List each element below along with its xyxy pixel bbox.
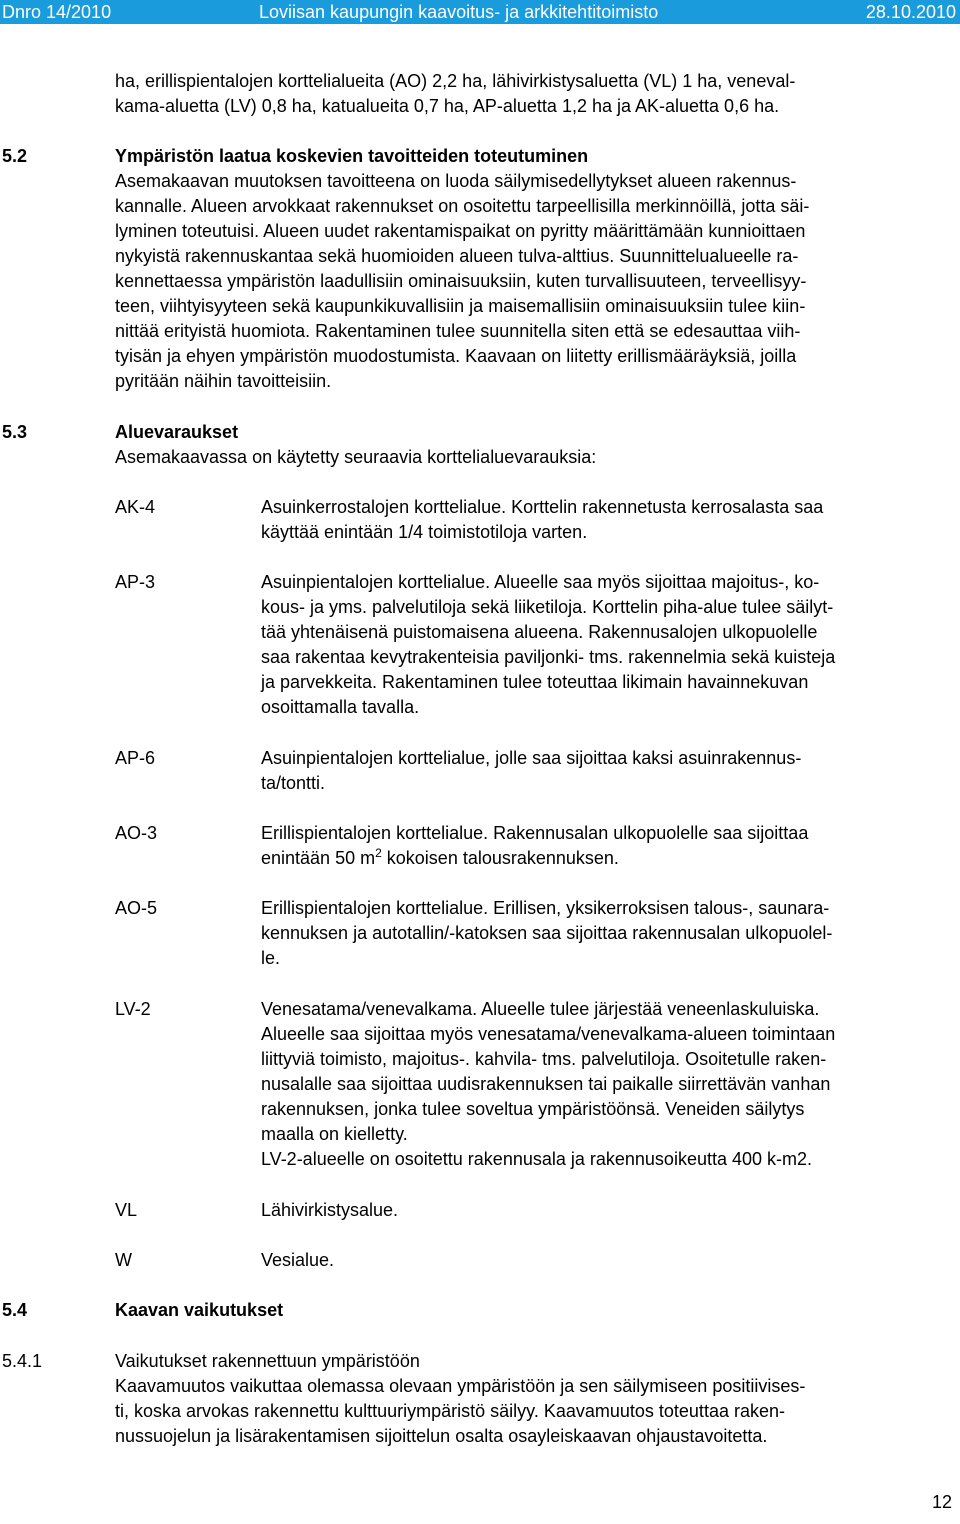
document-date: 28.10.2010 xyxy=(865,2,956,22)
organization-name: Loviisan kaupungin kaavoitus- ja arkkitehtitoimisto xyxy=(259,2,659,22)
zone-code: AO-3 xyxy=(115,823,158,843)
page-number: 12 xyxy=(931,1492,952,1512)
text-line: käyttää enintään 1/4 toimistotiloja varten. xyxy=(261,522,588,542)
text-line: osoittamalla tavalla. xyxy=(261,697,420,717)
text-line: Venesatama/venevalkama. Alueelle tulee järjestää veneenlaskuluiska. xyxy=(261,999,820,1019)
section-number: 5.4 xyxy=(2,1300,28,1320)
text-line: pyritään näihin tavoitteisiin. xyxy=(115,371,332,391)
text-line: Erillispientalojen korttelialue. Erillisen, yksikerroksisen talous-, saunara- xyxy=(261,898,830,918)
zone-code: LV-2 xyxy=(115,999,151,1019)
text-fragment: enintään 50 m xyxy=(261,848,376,868)
text-line: ha, erillispientalojen korttelialueita (AO) 2,2 ha, lähivirkistysaluetta (VL) 1 ha, veneval- xyxy=(115,71,796,91)
page-header xyxy=(0,0,960,24)
section-number: 5.3 xyxy=(2,422,28,442)
zone-code: AO-5 xyxy=(115,898,158,918)
zone-description xyxy=(261,896,832,971)
text-line: ti, koska arvokas rakennettu kulttuuriympäristö säilyy. Kaavamuutos toteuttaa raken- xyxy=(115,1401,785,1421)
intro-paragraph xyxy=(115,69,795,119)
text-line: kama-aluetta (LV) 0,8 ha, katualueita 0,7 ha, AP-aluetta 1,2 ha ja AK-aluetta 0,6 ha. xyxy=(115,96,780,116)
zone-description xyxy=(261,821,808,871)
zone-description xyxy=(261,495,823,545)
text-line xyxy=(261,846,808,871)
text-line: Vesialue. xyxy=(261,1250,335,1270)
section-number: 5.2 xyxy=(2,146,28,166)
text-line: LV-2-alueelle on osoitettu rakennusala ja rakennusoikeutta 400 k-m2. xyxy=(261,1149,813,1169)
section-paragraph xyxy=(115,169,809,394)
zone-code: AK-4 xyxy=(115,497,156,517)
zone-code: AP-3 xyxy=(115,572,156,592)
text-line: Kaavamuutos vaikuttaa olemassa olevaan ympäristöön ja sen säilymiseen positiivises- xyxy=(115,1376,806,1396)
text-line: Alueelle saa sijoittaa myös venesatama/venevalkama-alueen toimintaan xyxy=(261,1024,836,1044)
text-line: kannalle. Alueen arvokkaat rakennukset on osoitettu tarpeellisilla merkinnöillä, jotta säi- xyxy=(115,196,810,216)
subsection-heading: Vaikutukset rakennettuun ympäristöön xyxy=(115,1351,420,1371)
text-line: Asuinpientalojen korttelialue. Alueelle saa myös sijoittaa majoitus-, ko- xyxy=(261,572,820,592)
section-heading: Kaavan vaikutukset xyxy=(115,1300,284,1320)
section-paragraph xyxy=(115,1374,805,1449)
text-line: kennuksen ja autotallin/-katoksen saa sijoittaa rakennusalan ulkopuolel- xyxy=(261,923,833,943)
text-line: rakennuksen, jonka tulee soveltua ympäristöönsä. Veneiden säilytys xyxy=(261,1099,805,1119)
text-line: ja parvekkeita. Rakentaminen tulee toteuttaa likimain havainnekuvan xyxy=(261,672,809,692)
document-number: Dnro 14/2010 xyxy=(2,2,112,22)
text-line: kous- ja yms. palvelutiloja sekä liiketiloja. Korttelin piha-alue tulee säilyt- xyxy=(261,597,834,617)
text-line: tyisän ja ehyen ympäristön muodostumista. Kaavaan on liitetty erillismääräyksiä, joilla xyxy=(115,346,797,366)
zone-description xyxy=(261,1248,334,1273)
text-line: nusalalle saa sijoittaa uudisrakennuksen tai paikalle siirrettävän vanhan xyxy=(261,1074,831,1094)
text-line: saa rakentaa kevytrakenteisia paviljonki- tms. rakennelmia sekä kuisteja xyxy=(261,647,836,667)
zone-description xyxy=(261,1198,398,1223)
text-line: teen, viihtyisyyteen sekä kaupunkikuvallisiin ja maisemallisiin ominaisuuksiin tulee kiin- xyxy=(115,296,806,316)
text-line: le. xyxy=(261,948,281,968)
section-heading: Ympäristön laatua koskevien tavoitteiden toteutuminen xyxy=(115,146,589,166)
text-line: kennettaessa ympäristön laadullisiin ominaisuuksiin, kuten turvallisuuteen, terveellisyy- xyxy=(115,271,807,291)
zone-code: W xyxy=(115,1250,132,1270)
text-line: Asuinpientalojen korttelialue, jolle saa sijoittaa kaksi asuinrakennus- xyxy=(261,748,802,768)
text-line: nussuojelun ja lisärakentamisen sijoittelun osalta osayleiskaavan ohjaustavoitetta. xyxy=(115,1426,768,1446)
superscript: 2 xyxy=(375,846,382,860)
text-line: tää yhtenäisenä puistomaisena alueena. Rakennusalojen ulkopuolelle xyxy=(261,622,818,642)
zone-description xyxy=(261,746,801,796)
zone-description xyxy=(261,997,835,1172)
text-line: Asemakaavan muutoksen tavoitteena on luoda säilymisedellytykset alueen rakennus- xyxy=(115,171,797,191)
text-line: nykyistä rakennuskantaa sekä huomioiden alueen tulva-alttius. Suunnittelualueelle ra- xyxy=(115,246,799,266)
text-line: ta/tontti. xyxy=(261,773,326,793)
text-fragment: kokoisen talousrakennuksen. xyxy=(381,848,619,868)
text-line: maalla on kielletty. xyxy=(261,1124,408,1144)
text-line: nittää erityistä huomiota. Rakentaminen tulee suunnitella siten että se edesauttaa viih- xyxy=(115,321,801,341)
text-line: Erillispientalojen korttelialue. Rakennusalan ulkopuolelle saa sijoittaa xyxy=(261,823,809,843)
zone-code: AP-6 xyxy=(115,748,156,768)
zone-description xyxy=(261,570,835,720)
text-line: Lähivirkistysalue. xyxy=(261,1200,399,1220)
section-intro: Asemakaavassa on käytetty seuraavia korttelialuevarauksia: xyxy=(115,447,597,467)
section-heading: Aluevaraukset xyxy=(115,422,239,442)
text-line: lyminen toteutuisi. Alueen uudet rakentamispaikat on pyritty määrittämään kunnioittaen xyxy=(115,221,806,241)
text-line: Asuinkerrostalojen korttelialue. Korttelin rakennetusta kerrosalasta saa xyxy=(261,497,824,517)
subsection-number: 5.4.1 xyxy=(2,1351,43,1371)
zone-code: VL xyxy=(115,1200,138,1220)
text-line: liittyviä toimisto, majoitus-. kahvila- tms. palvelutiloja. Osoitetulle raken- xyxy=(261,1049,827,1069)
